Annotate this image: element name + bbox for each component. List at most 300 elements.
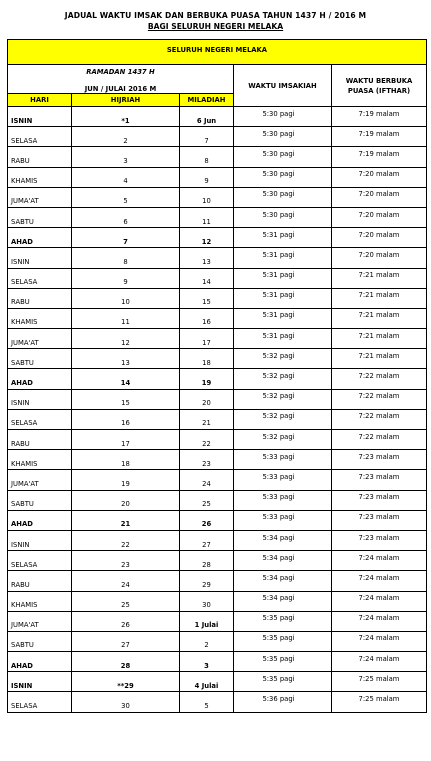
imsak-cell [234, 308, 332, 328]
day-cell-text: SABTU [11, 641, 34, 650]
imsak-cell [234, 490, 332, 510]
day-cell [8, 389, 72, 409]
hijri-cell-text: 5 [123, 197, 128, 206]
hijri-cell [72, 288, 180, 308]
iftar-cell-text: 7:25 malam [358, 695, 400, 704]
imsak-cell-text: 5:30 pagi [262, 129, 295, 138]
iftar-cell [332, 207, 427, 227]
iftar-cell-text: 7:19 malam [358, 109, 400, 118]
hijri-cell-text: 27 [121, 641, 130, 650]
day-cell [8, 490, 72, 510]
miladi-cell [180, 530, 234, 550]
imsak-cell-text: 5:31 pagi [262, 291, 295, 300]
day-cell [8, 611, 72, 631]
day-cell [8, 430, 72, 450]
hijri-cell-text: 14 [120, 379, 131, 388]
miladi-cell [180, 268, 234, 288]
miladi-cell-text: 19 [201, 379, 212, 388]
miladi-cell-text: 24 [202, 479, 211, 488]
iftar-cell [332, 611, 427, 631]
hijri-cell [72, 470, 180, 490]
table-row [8, 672, 427, 692]
iftar-cell [332, 510, 427, 530]
state-label: SELURUH NEGERI MELAKA [166, 46, 268, 54]
iftar-cell [332, 571, 427, 591]
iftar-cell [332, 147, 427, 167]
day-cell-text: KHAMIS [11, 601, 38, 610]
day-cell [8, 551, 72, 571]
hijri-cell-text: 7 [123, 237, 128, 246]
day-cell-text: ISNIN [11, 257, 30, 266]
miladi-cell-text: 28 [202, 560, 211, 569]
hijri-cell-text: 13 [121, 358, 130, 367]
iftar-cell-text: 7:25 malam [358, 674, 400, 683]
iftar-cell-text: 7:24 malam [358, 573, 400, 582]
hijri-cell [72, 389, 180, 409]
miladi-cell-text: 20 [202, 399, 211, 408]
iftar-cell-text: 7:20 malam [358, 190, 400, 199]
imsak-header-label: WAKTU IMSAKIAH [248, 81, 317, 90]
imsak-cell-text: 5:34 pagi [262, 533, 295, 542]
imsak-cell [234, 187, 332, 207]
hijri-cell-text: 8 [123, 257, 128, 266]
hijri-cell-text: 12 [121, 338, 130, 347]
table-row [8, 510, 427, 530]
imsak-cell [234, 551, 332, 571]
day-cell [8, 672, 72, 692]
title-block [0, 10, 431, 32]
day-cell-text: RABU [11, 439, 30, 448]
table-row [8, 571, 427, 591]
miladi-cell [180, 611, 234, 631]
day-cell [8, 107, 72, 127]
day-cell-text: JUMA'AT [11, 621, 39, 630]
iftar-cell-text: 7:21 malam [358, 311, 400, 320]
iftar-cell-text: 7:22 malam [358, 412, 400, 421]
day-cell-text: SELASA [11, 560, 38, 569]
iftar-cell-text: 7:24 malam [358, 594, 400, 603]
day-cell-text: AHAD [11, 237, 33, 246]
table-row [8, 389, 427, 409]
hijri-cell-text: 21 [120, 520, 131, 529]
iftar-cell [332, 430, 427, 450]
day-cell-text: RABU [11, 298, 30, 307]
hijri-cell-text: 25 [121, 601, 130, 610]
hijri-cell [72, 510, 180, 530]
iftar-cell [332, 389, 427, 409]
miladi-cell [180, 228, 234, 248]
iftar-cell [332, 167, 427, 187]
hijri-cell [72, 268, 180, 288]
imsak-cell-text: 5:31 pagi [262, 250, 295, 259]
imsak-cell-text: 5:34 pagi [262, 573, 295, 582]
miladi-cell-text: 10 [202, 197, 211, 206]
imsak-cell-text: 5:32 pagi [262, 372, 295, 381]
iftar-cell-text: 7:19 malam [358, 149, 400, 158]
imsak-cell [234, 631, 332, 651]
hijri-cell-text: 6 [123, 217, 128, 226]
iftar-cell-text: 7:21 malam [358, 291, 400, 300]
imsak-cell-text: 5:30 pagi [262, 109, 295, 118]
imsak-cell [234, 349, 332, 369]
miladi-cell [180, 147, 234, 167]
month-header [8, 79, 234, 94]
day-cell [8, 207, 72, 227]
hijri-cell [72, 571, 180, 591]
miladi-cell-text: 1 Julai [194, 621, 219, 630]
hijri-cell-text: 11 [121, 318, 130, 327]
table-row [8, 288, 427, 308]
ramadan-header [8, 65, 234, 80]
hijri-cell [72, 591, 180, 611]
miladi-cell-text: 14 [202, 278, 211, 287]
iftar-cell [332, 450, 427, 470]
miladi-cell [180, 187, 234, 207]
table-row [8, 530, 427, 550]
iftar-cell [332, 288, 427, 308]
hijri-cell [72, 127, 180, 147]
iftar-cell [332, 187, 427, 207]
day-cell [8, 470, 72, 490]
miladi-cell-text: 30 [202, 601, 211, 610]
imsak-cell [234, 248, 332, 268]
table-row [8, 490, 427, 510]
miladi-cell-text: 9 [204, 177, 209, 186]
hijri-cell-text: 20 [121, 500, 130, 509]
imsak-cell-text: 5:33 pagi [262, 513, 295, 522]
iftar-cell-text: 7:21 malam [358, 351, 400, 360]
imsak-cell [234, 127, 332, 147]
iftar-cell [332, 349, 427, 369]
day-cell-text: KHAMIS [11, 177, 38, 186]
imsak-cell-text: 5:30 pagi [262, 210, 295, 219]
miladi-cell-text: 17 [202, 338, 211, 347]
day-cell-text: JUMA'AT [11, 197, 39, 206]
imsak-cell-text: 5:32 pagi [262, 351, 295, 360]
imsak-cell-text: 5:32 pagi [262, 412, 295, 421]
hijri-cell-text: 10 [121, 298, 130, 307]
hijri-cell [72, 430, 180, 450]
imsak-cell-text: 5:33 pagi [262, 452, 295, 461]
hijri-cell [72, 167, 180, 187]
day-cell-text: SABTU [11, 500, 34, 509]
hijri-cell-text: 19 [121, 479, 130, 488]
day-cell [8, 228, 72, 248]
miladi-cell [180, 389, 234, 409]
hijri-cell-text: 3 [123, 156, 128, 165]
iftar-cell-text: 7:24 malam [358, 553, 400, 562]
miladi-cell [180, 127, 234, 147]
hijri-cell-text: 2 [123, 136, 128, 145]
imsak-cell [234, 652, 332, 672]
imsak-header [234, 65, 332, 107]
table-row [8, 611, 427, 631]
hijri-cell [72, 672, 180, 692]
iftar-cell-text: 7:24 malam [358, 634, 400, 643]
imsak-cell-text: 5:34 pagi [262, 553, 295, 562]
miladi-cell [180, 571, 234, 591]
day-cell-text: KHAMIS [11, 318, 38, 327]
iftar-cell [332, 329, 427, 349]
hijri-cell [72, 308, 180, 328]
day-cell-text: ISNIN [11, 540, 30, 549]
miladi-cell-text: 3 [204, 661, 209, 670]
imsak-cell-text: 5:31 pagi [262, 230, 295, 239]
iftar-cell [332, 470, 427, 490]
hijri-cell-text: 28 [120, 661, 131, 670]
iftar-cell [332, 692, 427, 712]
miladi-cell-text: 8 [204, 156, 209, 165]
hijri-cell-text: *1 [121, 116, 130, 125]
iftar-cell-text: 7:23 malam [358, 452, 400, 461]
day-cell-text: SELASA [11, 702, 38, 711]
hijri-cell-text: 4 [123, 177, 128, 186]
miladi-cell [180, 409, 234, 429]
day-cell [8, 369, 72, 389]
page-title: JADUAL WAKTU IMSAK DAN BERBUKA PUASA TAHUN 1437 H / 2016 M [64, 11, 367, 20]
iftar-cell [332, 248, 427, 268]
iftar-cell [332, 591, 427, 611]
day-cell [8, 127, 72, 147]
miladi-cell [180, 692, 234, 712]
iftar-cell [332, 490, 427, 510]
table-row [8, 409, 427, 429]
hijri-cell-text: 23 [121, 560, 130, 569]
hijri-cell-text: 17 [121, 439, 130, 448]
miladi-cell [180, 551, 234, 571]
table-row [8, 470, 427, 490]
miladi-cell-text: 6 Jun [196, 116, 217, 125]
schedule-table [7, 39, 427, 713]
day-cell-text: ISNIN [11, 399, 30, 408]
day-cell [8, 288, 72, 308]
hijri-cell-text: **29 [117, 681, 134, 690]
iftar-cell-text: 7:24 malam [358, 614, 400, 623]
miladi-cell [180, 248, 234, 268]
iftar-header [332, 65, 427, 107]
iftar-cell-text: 7:23 malam [358, 493, 400, 502]
day-cell-text: JUMA'AT [11, 338, 39, 347]
day-cell-text: RABU [11, 580, 30, 589]
table-row [8, 308, 427, 328]
miladi-cell [180, 207, 234, 227]
hijri-cell-text: 30 [121, 702, 130, 711]
iftar-cell-text: 7:21 malam [358, 331, 400, 340]
imsak-cell [234, 591, 332, 611]
imsak-cell [234, 430, 332, 450]
day-cell [8, 409, 72, 429]
miladi-cell [180, 349, 234, 369]
hijri-cell [72, 450, 180, 470]
iftar-cell-text: 7:20 malam [358, 210, 400, 219]
hijri-cell [72, 631, 180, 651]
hijri-cell [72, 147, 180, 167]
day-cell [8, 147, 72, 167]
day-cell [8, 268, 72, 288]
table-row [8, 591, 427, 611]
column-header-miladi: MILADIAH [180, 94, 234, 107]
hijri-cell-text: 26 [121, 621, 130, 630]
iftar-cell [332, 127, 427, 147]
hijri-cell-text: 18 [121, 459, 130, 468]
table-row [8, 349, 427, 369]
imsak-cell-text: 5:30 pagi [262, 170, 295, 179]
hijri-cell [72, 652, 180, 672]
imsak-cell [234, 207, 332, 227]
iftar-cell [332, 268, 427, 288]
imsak-cell-text: 5:32 pagi [262, 392, 295, 401]
iftar-cell [332, 369, 427, 389]
miladi-cell-text: 13 [202, 257, 211, 266]
miladi-cell-text: 5 [204, 702, 209, 711]
table-row [8, 450, 427, 470]
state-banner [8, 40, 427, 65]
hijri-cell [72, 228, 180, 248]
hijri-cell-text: 9 [123, 278, 128, 287]
hijri-cell [72, 530, 180, 550]
hijri-cell [72, 187, 180, 207]
table-row [8, 551, 427, 571]
table-row [8, 207, 427, 227]
day-cell [8, 510, 72, 530]
miladi-cell-text: 4 Julai [194, 681, 219, 690]
hijri-cell [72, 329, 180, 349]
miladi-cell-text: 2 [204, 641, 209, 650]
table-row [8, 268, 427, 288]
day-cell-text: SELASA [11, 136, 38, 145]
miladi-cell-text: 27 [202, 540, 211, 549]
miladi-cell-text: 18 [202, 358, 211, 367]
column-header-day: HARI [8, 94, 72, 107]
hijri-cell [72, 611, 180, 631]
iftar-cell [332, 530, 427, 550]
day-cell [8, 329, 72, 349]
iftar-cell [332, 551, 427, 571]
table-row [8, 652, 427, 672]
page-subtitle: BAGI SELURUH NEGERI MELAKA [147, 22, 284, 31]
table-row [8, 248, 427, 268]
day-cell-text: SABTU [11, 358, 34, 367]
imsak-cell [234, 329, 332, 349]
hijri-cell [72, 409, 180, 429]
iftar-cell-text: 7:23 malam [358, 513, 400, 522]
iftar-cell [332, 228, 427, 248]
imsak-cell-text: 5:31 pagi [262, 311, 295, 320]
imsak-cell [234, 389, 332, 409]
imsak-cell-text: 5:36 pagi [262, 695, 295, 704]
hijri-cell-text: 22 [121, 540, 130, 549]
table-row [8, 187, 427, 207]
imsak-cell-text: 5:32 pagi [262, 432, 295, 441]
iftar-cell-text: 7:24 malam [358, 654, 400, 663]
miladi-cell [180, 107, 234, 127]
day-cell-text: AHAD [11, 520, 33, 529]
iftar-cell [332, 409, 427, 429]
iftar-cell-text: 7:21 malam [358, 271, 400, 280]
imsak-cell-text: 5:35 pagi [262, 634, 295, 643]
miladi-cell [180, 308, 234, 328]
miladi-cell-text: 15 [202, 298, 211, 307]
table-row [8, 107, 427, 127]
imsak-cell-text: 5:33 pagi [262, 493, 295, 502]
imsak-cell [234, 409, 332, 429]
day-cell [8, 450, 72, 470]
imsak-cell-text: 5:30 pagi [262, 149, 295, 158]
imsak-cell [234, 167, 332, 187]
imsak-cell [234, 107, 332, 127]
miladi-cell [180, 510, 234, 530]
day-cell [8, 692, 72, 712]
iftar-cell-text: 7:19 malam [358, 129, 400, 138]
miladi-cell [180, 652, 234, 672]
imsak-cell [234, 450, 332, 470]
iftar-cell [332, 107, 427, 127]
iftar-cell-text: 7:22 malam [358, 392, 400, 401]
iftar-cell [332, 652, 427, 672]
day-cell [8, 591, 72, 611]
imsak-cell-text: 5:35 pagi [262, 674, 295, 683]
day-cell-text: ISNIN [11, 681, 33, 690]
miladi-cell [180, 288, 234, 308]
iftar-cell-text: 7:23 malam [358, 472, 400, 481]
miladi-cell-text: 22 [202, 439, 211, 448]
iftar-cell-text: 7:22 malam [358, 372, 400, 381]
day-cell [8, 571, 72, 591]
hijri-cell [72, 248, 180, 268]
day-cell [8, 167, 72, 187]
miladi-cell-text: 21 [202, 419, 211, 428]
imsak-cell [234, 571, 332, 591]
day-cell [8, 248, 72, 268]
iftar-cell-text: 7:23 malam [358, 533, 400, 542]
day-cell-text: AHAD [11, 379, 33, 388]
imsak-cell-text: 5:34 pagi [262, 594, 295, 603]
table-row [8, 147, 427, 167]
miladi-cell [180, 167, 234, 187]
month-label: JUN / JULAI 2016 M [84, 85, 157, 93]
table-row [8, 228, 427, 248]
imsak-cell [234, 268, 332, 288]
miladi-cell-text: 7 [204, 136, 209, 145]
day-cell [8, 308, 72, 328]
imsak-cell [234, 692, 332, 712]
table-row [8, 430, 427, 450]
column-header-hijri: HIJRIAH [72, 94, 180, 107]
imsak-cell [234, 611, 332, 631]
miladi-cell-text: 11 [202, 217, 211, 226]
imsak-cell-text: 5:33 pagi [262, 472, 295, 481]
iftar-cell [332, 308, 427, 328]
table-row [8, 127, 427, 147]
miladi-cell [180, 329, 234, 349]
iftar-cell-text: 7:22 malam [358, 432, 400, 441]
hijri-cell [72, 692, 180, 712]
iftar-cell [332, 672, 427, 692]
miladi-cell [180, 490, 234, 510]
miladi-cell [180, 631, 234, 651]
hijri-cell [72, 107, 180, 127]
state-row [8, 40, 427, 65]
imsak-cell [234, 672, 332, 692]
miladi-cell-text: 23 [202, 459, 211, 468]
hijri-cell [72, 369, 180, 389]
day-cell-text: KHAMIS [11, 459, 38, 468]
table-row [8, 167, 427, 187]
day-cell-text: AHAD [11, 661, 33, 670]
table-row [8, 329, 427, 349]
imsak-cell [234, 470, 332, 490]
iftar-header-label: WAKTU BERBUKA PUASA (IFTHAR) [345, 76, 413, 95]
